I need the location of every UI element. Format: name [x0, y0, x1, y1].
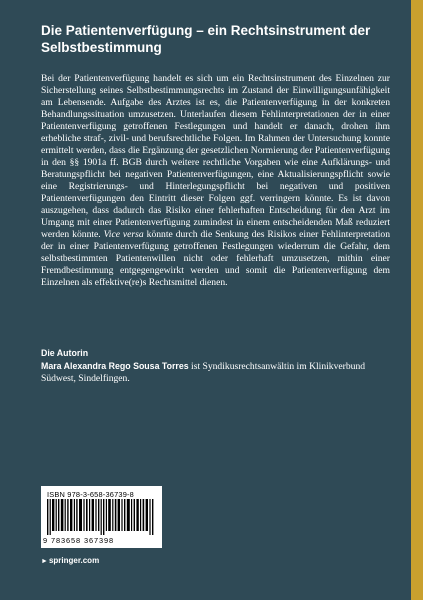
- author-heading: Die Autorin: [41, 348, 89, 358]
- author-bio: [41, 360, 390, 385]
- page-title: Die Patientenverfügung – ein Rechtsinstrument der Selbstbestimmung: [41, 23, 371, 55]
- blurb-italic-phrase: Vice versa: [103, 229, 144, 240]
- publisher-name: springer.com: [48, 556, 100, 565]
- author-description: ist Syndikusrechtsanwältin im Klinikverbund Südwest, Sindelfingen.: [41, 361, 366, 384]
- blurb-text: [41, 73, 390, 289]
- isbn-barcode: [41, 486, 162, 548]
- isbn-digits: 9 783658 367398: [43, 536, 115, 545]
- isbn-label: ISBN 978-3-658-36739-8: [47, 490, 134, 499]
- publisher-link[interactable]: [41, 556, 99, 565]
- accent-edge-bar: [411, 0, 423, 600]
- triangle-right-icon: ►: [41, 558, 48, 565]
- barcode-bars-icon: [47, 499, 156, 535]
- blurb-part-1: Bei der Patientenverfügung handelt es sich um ein Rechtsinstrument des Einzelnen zur Sicherstellung seines Selbstbestimmungsrechts im Zustand der Einwilligungsunfähigkeit am Lebensende. Aufgabe des Arztes ist es, die Patientenverfügung in der konkreten Behandlungssituation umzusetzen. Unterlaufen diesem Fehlinterpretationen der in einer Patientenverfügung getroffenen Festlegungen und handelt er danach, drohen ihm erhebliche straf-, zivil- und berufsrechtliche Folgen. Im Rahmen der Untersuchung konnte ermittelt werden, dass die Ergänzung der gesetzlichen Normierung der Patientenverfügung in den §§ 1901a ff. BGB durch weitere rechtliche Vorgaben wie eine Aufklärungs- und Beratungspflicht bei negativen Patientenverfügungen, eine Aktualisierungspflicht sowie eine Registrierungs- und Hinterlegungspflicht bei negativen und positiven Patientenverfügungen den Eintritt dieser Folgen ggf. verringern könnte. Es ist davon auszugehen, dass dadurch das Risiko einer fehlerhaften Entscheidung für den Arzt im Umgang mit einer Patientenverfügung zumindest in einem entscheidenden Maß reduziert werden könnte.: [41, 73, 390, 240]
- author-name: Mara Alexandra Rego Sousa Torres: [41, 361, 189, 371]
- blurb-part-2: könnte durch die Senkung des Risikos einer Fehlinterpretation der in einer Patientenverfügung getroffenen Festlegungen wiederrum die Gefahr, dem selbstbestimmten Patientenwillen nicht oder fehlerhaft umzusetzen, mithin einer Fremdbestimmung entgegengewirkt werden und somit die Patientenverfügung dem Einzelnen als effektive(re)s Rechtsmittel dienen.: [41, 229, 390, 288]
